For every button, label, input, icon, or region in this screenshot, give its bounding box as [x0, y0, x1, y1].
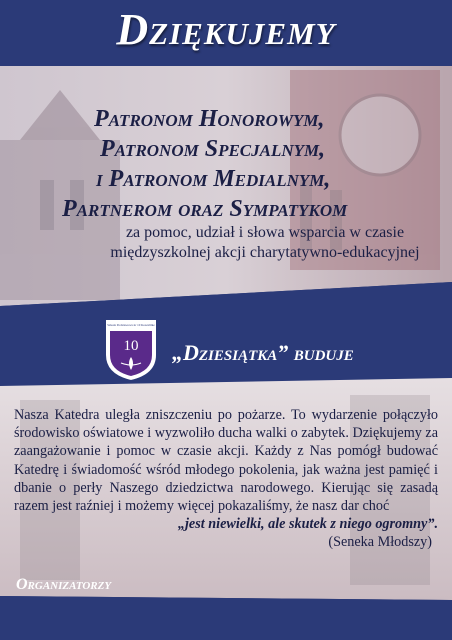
thanks-text [100, 223, 430, 263]
crest-shield-icon [103, 317, 159, 383]
patrons-line: Patronom Specjalnym, [100, 136, 326, 162]
crest-caption: Szkoła Podstawowa nr 10 Koszalinie [107, 323, 155, 327]
patrons-line: Partnerom oraz Sympatykom [62, 196, 348, 222]
thanks-line: międzyszkolnej akcji charytatywno-edukacyjnej [110, 244, 420, 261]
patrons-line: i Patronom Medialnym, [96, 166, 331, 192]
thanks-line: za pomoc, udział i słowa wsparcia w czasie [125, 224, 405, 241]
quote: „jest niewielki, ale skutek z niego ogromny”. [177, 516, 438, 533]
quote-author: (Seneka Młodszy) [328, 534, 432, 551]
body-paragraph: Nasza Katedra uległa zniszczeniu po pożarze. To wydarzenie połączyło środowisko oświatowe i wyzwoliło ducha walki o zabytek. Dziękujemy za zaangażowanie i pomoc w czasie akcji. Każdy z Nas pomógł budować Katedrę i świadomość wśród młodego pokolenia, jak ważna jest pamięć i dbanie o perły Naszego dziedzictwa narodowego. Kierując się zasadą razem jest raźniej i możemy więcej pokazaliśmy, że nasz dar choć [14, 407, 438, 515]
patrons-list [60, 104, 420, 224]
body-text [14, 406, 438, 552]
school-crest [103, 317, 159, 383]
organizers-label: Organizatorzy [16, 576, 112, 593]
crest-number: 10 [123, 338, 139, 354]
slogan: „Dziesiątka” buduje [172, 340, 354, 365]
patrons-line: Patronom Honorowym, [94, 106, 325, 132]
page-title: Dziękujemy [116, 5, 336, 54]
